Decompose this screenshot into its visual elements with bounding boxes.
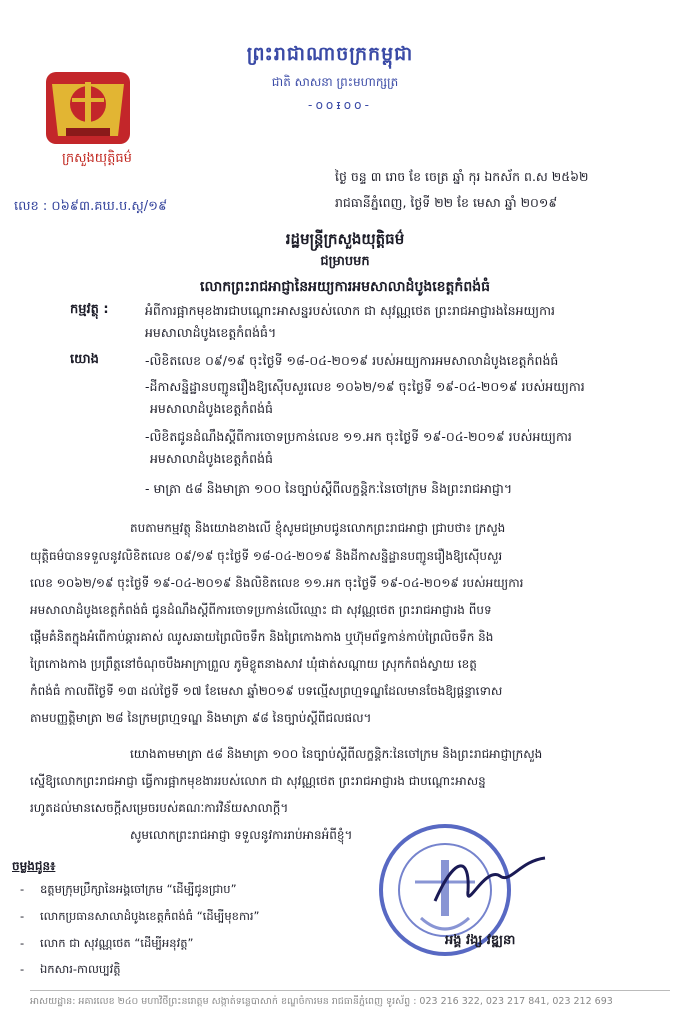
national-motto: ជាតិ សាសនា ព្រះមហាក្សត្រ bbox=[271, 75, 399, 89]
body-paragraph-line: យុត្តិធម៌បានទទួលនូវលិខិតលេខ ០៩/១៩ ចុះថ្ងៃទី ១៨-០៤-២០១៩ និងដីកាសន្និដ្ឋានបញ្ជូនរឿងឱ្យស៊ើបសួរ bbox=[30, 549, 503, 563]
solar-date: រាជធានីភ្នំពេញ, ថ្ងៃទី ២២ ខែ មេសា ឆ្នាំ ២០១៩ bbox=[335, 195, 558, 210]
greeting-label: ជម្រាបមក bbox=[320, 254, 370, 269]
cc-item: - លោក ជា សុវណ្ណថេត “ដើម្បីអនុវត្ត” bbox=[20, 936, 194, 950]
closing-line: សូមលោកព្រះរាជអាជ្ញា ទទួលនូវការរាប់អានអំពីខ្ញុំ។ bbox=[130, 828, 353, 842]
reference-item-cont: អមសាលាដំបូងខេត្តកំពង់ធំ bbox=[150, 451, 273, 466]
ministry-name: ក្រសួងយុត្តិធម៌ bbox=[62, 151, 132, 166]
cc-item: - លោកប្រធានសាលាដំបូងខេត្តកំពង់ធំ “ដើម្បីមុខការ” bbox=[20, 909, 260, 923]
subject-label: កម្មវត្ថុ : bbox=[70, 302, 109, 317]
body-paragraph-line: ស្នើឱ្យលោកព្រះរាជអាជ្ញា ធ្វើការផ្អាកមុខងាររបស់លោក ជា សុវណ្ណថេត ព្រះរាជអាជ្ញារង ជាបណ្ដោះអាសន្ន bbox=[30, 774, 486, 788]
reference-item-cont: អមសាលាដំបូងខេត្តកំពង់ធំ bbox=[150, 401, 273, 416]
body-paragraph-line: លេខ ១០៦២/១៩ ចុះថ្ងៃទី ១៩-០៤-២០១៩ និងលិខិតលេខ ១១.អក ចុះថ្ងៃទី ១៩-០៤-២០១៩ របស់អយ្យការ bbox=[30, 576, 524, 590]
recipient-title: លោកព្រះរាជអាជ្ញានៃអយ្យការអមសាលាដំបូងខេត្តកំពង់ធំ bbox=[200, 279, 490, 295]
signatory-name: អង្គ វង្ស វឌ្ឍនា bbox=[445, 933, 516, 948]
body-paragraph-line: យោងតាមមាត្រា ៥៨ និងមាត្រា ១០០ នៃច្បាប់ស្ដីពីលក្ខន្តិកៈនៃចៅក្រម និងព្រះរាជអាជ្ញាក្រសួង bbox=[130, 747, 543, 761]
cc-item: - ឧត្តមក្រុមប្រឹក្សានៃអង្គចៅក្រម “ដើម្បីជូនជ្រាប” bbox=[20, 882, 237, 896]
subject-line: អមសាលាដំបូងខេត្តកំពង់ធំ។ bbox=[145, 325, 277, 340]
reference-item: -ដីកាសន្និដ្ឋានបញ្ជូនរឿងឱ្យស៊ើបសួរលេខ ១០៦២/១៩ ចុះថ្ងៃទី ១៩-០៤-២០១៩ របស់អយ្យការ bbox=[145, 379, 585, 394]
reference-number: លេខ : ០៦៩៣.គឃ.ប.ស្ត/១៩ bbox=[14, 199, 168, 214]
cc-item: - ឯកសារ-កាលប្បវត្តិ bbox=[20, 962, 121, 976]
body-paragraph-line: កំពង់ធំ កាលពីថ្ងៃទី ១៣ ដល់ថ្ងៃទី ១៧ ខែមេសា ឆ្នាំ២០១៩ បទល្មើសព្រហ្មទណ្ឌដែលមានចែងឱ្យផ្ដន្ទាទោស bbox=[30, 684, 503, 698]
body-paragraph-line: ផ្ដើមគំនិតក្នុងអំពើកាប់ឆ្ការគាស់ ឈូសឆាយព្រៃលិចទឹក និងព្រៃកោងកាង ឬហ៊ុមព័ទ្ធកាន់កាប់ព្រៃលិចទឹក និង bbox=[30, 630, 494, 644]
body-paragraph-line: តបតាមកម្មវត្ថុ និងយោងខាងលើ ខ្ញុំសូមជម្រាបជូនលោកព្រះរាជអាជ្ញា ជ្រាបថា៖ ក្រសួង bbox=[130, 521, 506, 535]
body-paragraph-line: រហូតដល់មានសេចក្ដីសម្រេចរបស់គណៈការវិន័យសាលាក្ដី។ bbox=[30, 801, 289, 815]
lunar-date: ថ្ងៃ ចន្ទ ៣ រោច ខែ ចេត្រ ឆ្នាំ កុរ ឯកស័ក ព.ស ២៥៦២ bbox=[335, 169, 589, 184]
cc-title: ចម្លងជូន៖ bbox=[12, 859, 56, 873]
reference-item: -លិខិតលេខ ០៩/១៩ ចុះថ្ងៃទី ១៨-០៤-២០១៩ របស់អយ្យការអមសាលាដំបូងខេត្តកំពង់ធំ bbox=[145, 353, 559, 368]
signature-icon bbox=[430, 846, 550, 916]
reference-item: -លិខិតជូនដំណឹងស្ដីពីការចោទប្រកាន់លេខ ១១.អក ចុះថ្ងៃទី ១៩-០៤-២០១៩ របស់អយ្យការ bbox=[145, 429, 572, 444]
references-label: យោង bbox=[70, 352, 99, 367]
body-paragraph-line: អមសាលាដំបូងខេត្តកំពង់ធំ ជូនដំណឹងស្ដីពីការចោទប្រកាន់លើឈ្មោះ ជា សុវណ្ណថេត ព្រះរាជអាជ្ញារង ពីបទ bbox=[30, 603, 492, 617]
kingdom-heading: ព្រះរាជាណាចក្រកម្ពុជា bbox=[246, 43, 414, 65]
body-paragraph-line: ព្រៃកោងកាង ប្រព្រឹត្តនៅចំណុចបឹងអាក្រាព្រួល ភូមិខ្លូតនាងសាវ ឃុំផាត់សណ្ដាយ ស្រុកកំពង់ស្វាយ ខេត្ត bbox=[30, 657, 477, 671]
subject-line: អំពីការផ្អាកមុខងារជាបណ្ដោះអាសន្នរបស់លោក ជា សុវណ្ណថេត ព្រះរាជអាជ្ញារងនៃអយ្យការ bbox=[145, 303, 555, 318]
sender-title: រដ្ឋមន្ត្រីក្រសួងយុត្តិធម៌ bbox=[285, 230, 405, 248]
address-footer: អាសយដ្ឋាន: អគារលេខ ២៤០ មហាវិថីព្រះនរោត្តម សង្កាត់ទន្លេបាសាក់ ខណ្ឌចំការមន រាជធានីភ្នំពេញ ទូរស័ព្ទ : 023 216 322, 023 217 841, 023 212 693 bbox=[30, 990, 670, 1009]
body-paragraph-line: តាមបញ្ញត្តិមាត្រា ២៨ នៃក្រមព្រហ្មទណ្ឌ និងមាត្រា ៩៨ នៃច្បាប់ស្ដីពីជលផល។ bbox=[30, 711, 372, 725]
header-ornament: -ooᵻoo- bbox=[308, 98, 372, 112]
ministry-emblem-icon bbox=[38, 64, 138, 150]
reference-item: - មាត្រា ៥៨ និងមាត្រា ១០០ នៃច្បាប់ស្ដីពីលក្ខន្តិកៈនៃចៅក្រម និងព្រះរាជអាជ្ញា។ bbox=[145, 481, 513, 496]
